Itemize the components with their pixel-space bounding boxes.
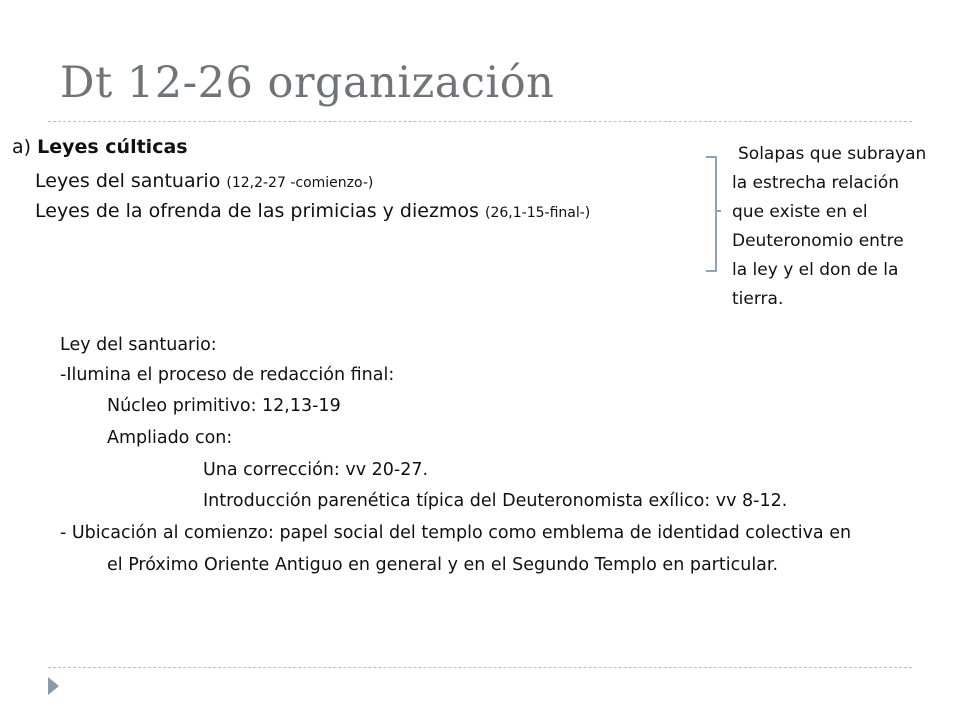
side-note [732, 140, 942, 314]
body-line: Introducción parenética típica del Deuteronomista exílico: vv 8-12. [203, 491, 788, 511]
section-a-item-ref: (26,1-15-final-) [485, 205, 591, 221]
triangle-bullet-icon [48, 677, 59, 695]
body-line: Una corrección: vv 20-27. [203, 460, 429, 480]
title-divider [48, 121, 912, 122]
right-bracket [706, 156, 717, 272]
side-note-line: que existe en el [732, 202, 868, 222]
page-title: Dt 12-26 organización [60, 58, 555, 108]
section-a-heading [12, 136, 188, 158]
side-note-line: Deuteronomio entre [732, 231, 904, 251]
side-note-line: tierra. [732, 289, 784, 309]
footer-divider [48, 667, 912, 668]
body-line: Ley del santuario: [60, 335, 217, 355]
side-note-line: Solapas que subrayan [738, 144, 927, 164]
section-a-item-text: Leyes de la ofrenda de las primicias y diezmos [35, 200, 479, 222]
section-a-item [35, 200, 590, 222]
section-a-item-ref: (12,2-27 -comienzo-) [226, 175, 374, 191]
body-line: Ampliado con: [107, 428, 233, 448]
body-line: -Ilumina el proceso de redacción final: [60, 365, 395, 385]
side-note-line: la estrecha relación [732, 173, 900, 193]
section-a-letter: a) [12, 136, 32, 158]
body-line: - Ubicación al comienzo: papel social del templo como emblema de identidad colectiva en [60, 523, 852, 543]
side-note-line: la ley y el don de la [732, 260, 899, 280]
body-line: el Próximo Oriente Antiguo en general y en el Segundo Templo en particular. [107, 555, 779, 575]
bracket-tick [715, 210, 721, 212]
section-a-item [35, 170, 373, 192]
body-line: Núcleo primitivo: 12,13-19 [107, 396, 341, 416]
section-a-item-text: Leyes del santuario [35, 170, 221, 192]
section-a-title: Leyes cúlticas [37, 136, 188, 158]
